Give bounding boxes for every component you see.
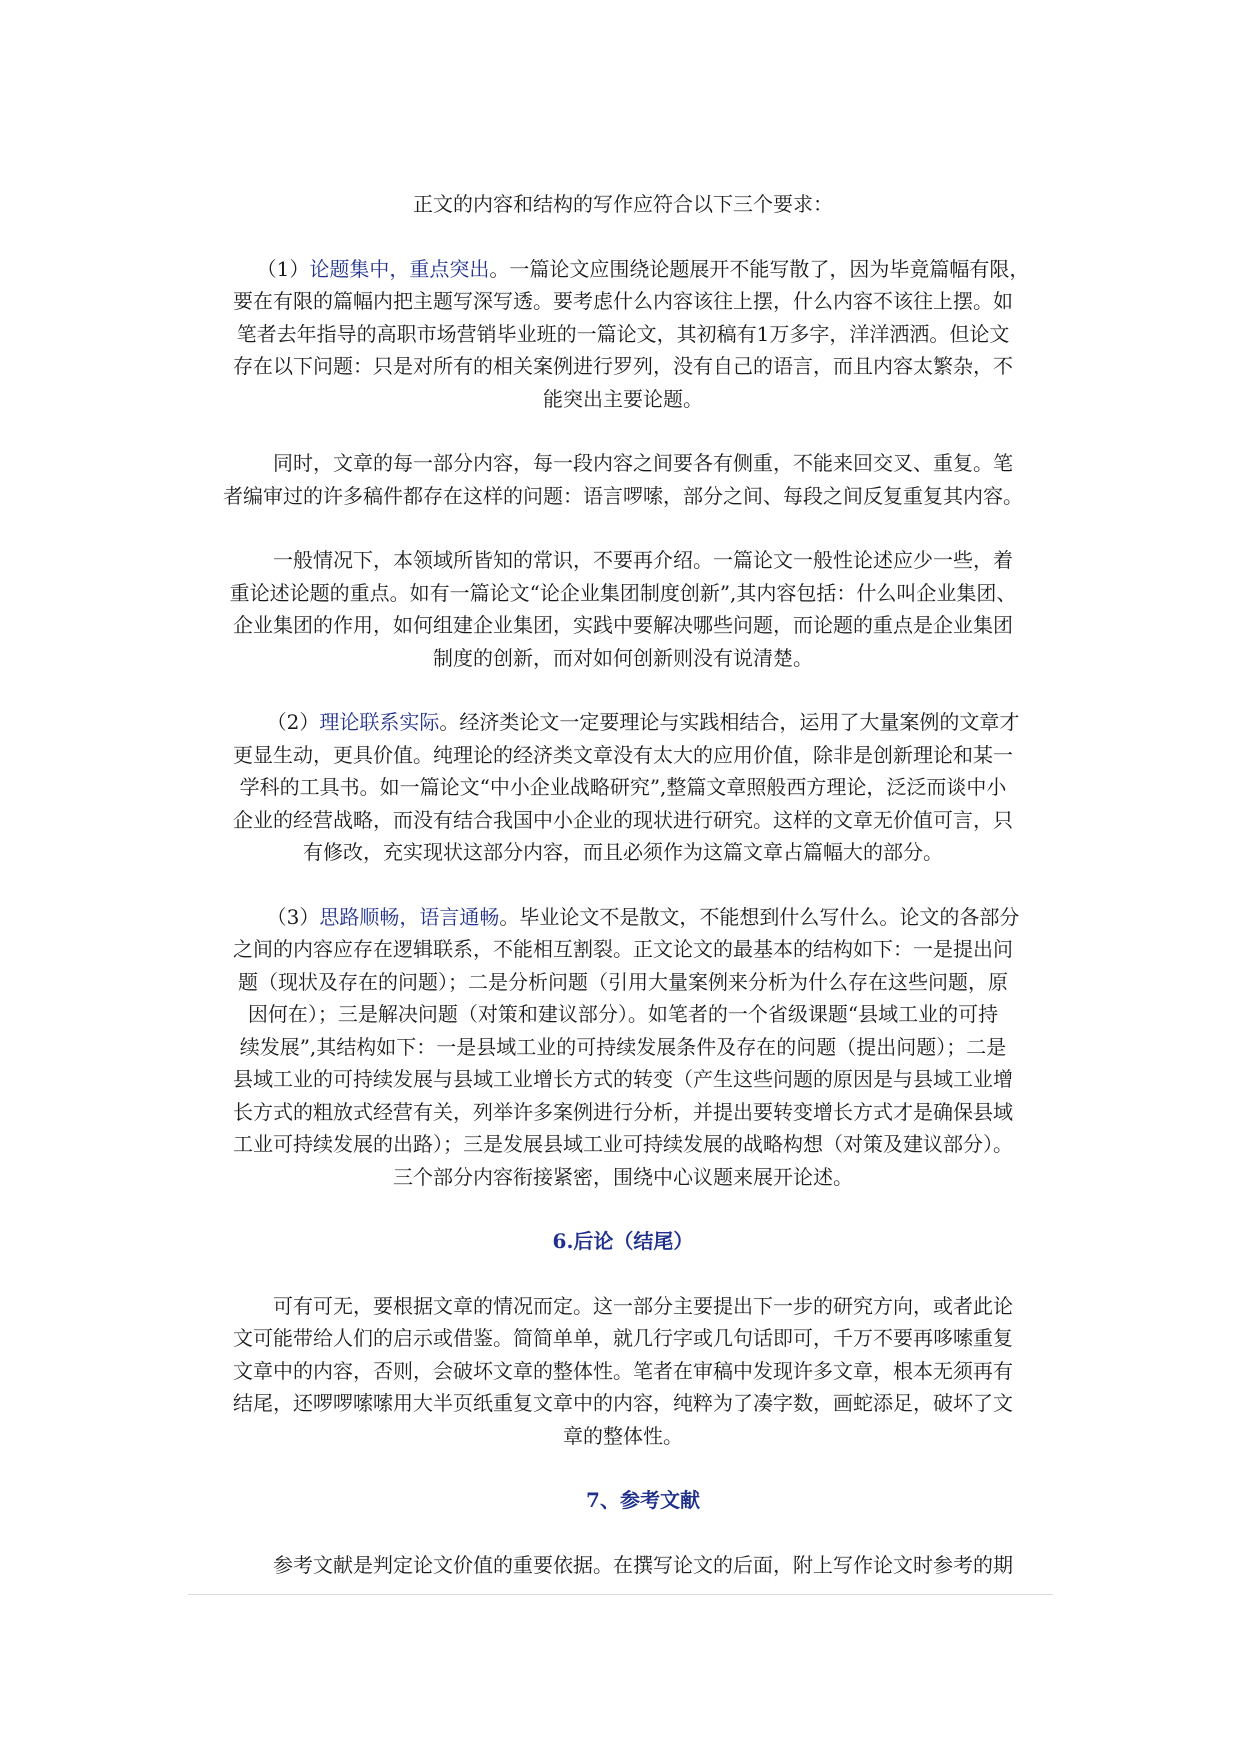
requirement-2-text: 。经济类论文一定要理论与实践相结合，运用了大量案例的文章才 [439,710,1020,734]
paragraph-line: 题（现状及存在的问题）；二是分析问题（引用大量案例来分析为什么存在这些问题，原 [238,969,1008,994]
requirement-3-title: 思路顺畅，语言通畅 [319,904,500,929]
section-7-heading: 7、参考文献 [586,1488,700,1512]
conclusion-paragraph [188,1290,1058,1453]
intro-line: 正文的内容和结构的写作应符合以下三个要求： [413,192,833,216]
section-6-heading-block [188,1225,1058,1258]
paragraph-line: 笔者去年指导的高职市场营销毕业班的一篇论文，其初稿有1万多字，洋洋洒洒。但论文 [236,321,1010,346]
requirement-2-first-line [188,706,1058,739]
paragraph-line: 有修改，充实现状这部分内容，而且必须作为这篇文章占篇幅大的部分。 [303,840,943,864]
paragraph-line: 长方式的粗放式经营有关，列举许多案例进行分析，并提出要转变增长方式才是确保县域 [233,1099,1013,1124]
references-paragraph [188,1549,1058,1582]
paragraph-line: 重论述论题的重点。如有一篇论文“论企业集团制度创新”,其内容包括：什么叫企业集团、 [229,580,1017,605]
paragraph-line: 能突出主要论题。 [543,386,703,411]
paragraph-line: 学科的工具书。如一篇论文“中小企业战略研究”,整篇文章照般西方理论，泛泛而谈中小 [239,775,1007,799]
paragraph-line: 可有可无，要根据文章的情况而定。这一部分主要提出下一步的研究方向，或者此论 [273,1293,1013,1318]
paragraph-line: 者编审过的许多稿件都存在这样的问题：语言啰嗦，部分之间、每段之间反复重复其内容。 [223,483,1023,508]
requirement-1-number: （1） [256,256,310,281]
requirement-1-paragraph [188,253,1058,416]
page-divider [188,1594,1053,1595]
paragraph-line: 结尾，还啰啰嗦嗦用大半页纸重复文章中的内容，纯粹为了凑字数，画蛇添足，破坏了文 [233,1391,1013,1415]
document-page [188,188,1058,1613]
common-knowledge-paragraph [188,544,1058,674]
paragraph-line: 续发展”,其结构如下：一是县域工业的可持续发展条件及存在的问题（提出问题）；二是 [239,1034,1007,1059]
requirement-3-paragraph [188,901,1058,1194]
requirement-1-title: 论题集中，重点突出 [309,256,490,281]
section-7-heading-block [188,1484,1058,1517]
requirement-2-paragraph [188,706,1058,869]
paragraph-line: 制度的创新，而对如何创新则没有说清楚。 [433,645,813,670]
paragraph-line: 同时，文章的每一部分内容，每一段内容之间要各有侧重，不能来回交叉、重复。笔 [273,451,1013,475]
paragraph-line: 要在有限的篇幅内把主题写深写透。要考虑什么内容该往上摆，什么内容不该往上摆。如 [233,289,1013,313]
paragraph-line: 章的整体性。 [563,1423,683,1448]
requirement-1-text: 。一篇论文应围绕论题展开不能写散了，因为毕竟篇幅有限， [489,256,1030,281]
paragraph-line: 企业集团的作用，如何组建企业集团，实践中要解决哪些问题，而论题的重点是企业集团 [233,613,1013,637]
paragraph-line: 参考文献是判定论文价值的重要依据。在撰写论文的后面，附上写作论文时参考的期 [273,1552,1013,1577]
paragraph-line: 文可能带给人们的启示或借鉴。简简单单，就几行字或几句话即可，千万不要再哆嗦重复 [233,1326,1013,1350]
repetition-paragraph [188,447,1058,512]
requirement-3-text: 。毕业论文不是散文，不能想到什么写什么。论文的各部分 [499,904,1020,929]
section-6-heading: 6.后论（结尾） [552,1229,694,1253]
paragraph-line: 存在以下问题：只是对所有的相关案例进行罗列，没有自己的语言，而且内容太繁杂，不 [233,354,1013,378]
paragraph-line: 工业可持续发展的出路）；三是发展县域工业可持续发展的战略构想（对策及建议部分）。 [233,1132,1013,1156]
requirement-1-first-line [188,253,1058,286]
requirement-2-number: （2） [266,710,320,734]
requirement-3-first-line [188,901,1058,934]
requirement-3-number: （3） [266,904,320,929]
paragraph-line: 因何在）；三是解决问题（对策和建议部分）。如笔者的一个省级课题“县域工业的可持 [247,1002,999,1026]
paragraph-line: 文章中的内容，否则，会破坏文章的整体性。笔者在审稿中发现许多文章，根本无须再有 [233,1358,1013,1383]
paragraph-line: 之间的内容应存在逻辑联系，不能相互割裂。正文论文的最基本的结构如下：一是提出问 [233,937,1013,961]
paragraph-line: 三个部分内容衔接紧密，围绕中心议题来展开论述。 [393,1164,853,1189]
requirement-2-title: 理论联系实际 [319,710,440,734]
paragraph-line: 一般情况下，本领域所皆知的常识，不要再介绍。一篇论文一般性论述应少一些，着 [273,548,1013,572]
intro-paragraph [188,188,1058,221]
paragraph-line: 更显生动，更具价值。纯理论的经济类文章没有太大的应用价值，除非是创新理论和某一 [233,742,1013,767]
paragraph-line: 企业的经营战略，而没有结合我国中小企业的现状进行研究。这样的文章无价值可言，只 [233,807,1013,832]
paragraph-line: 县域工业的可持续发展与县域工业增长方式的转变（产生这些问题的原因是与县域工业增 [233,1067,1013,1091]
